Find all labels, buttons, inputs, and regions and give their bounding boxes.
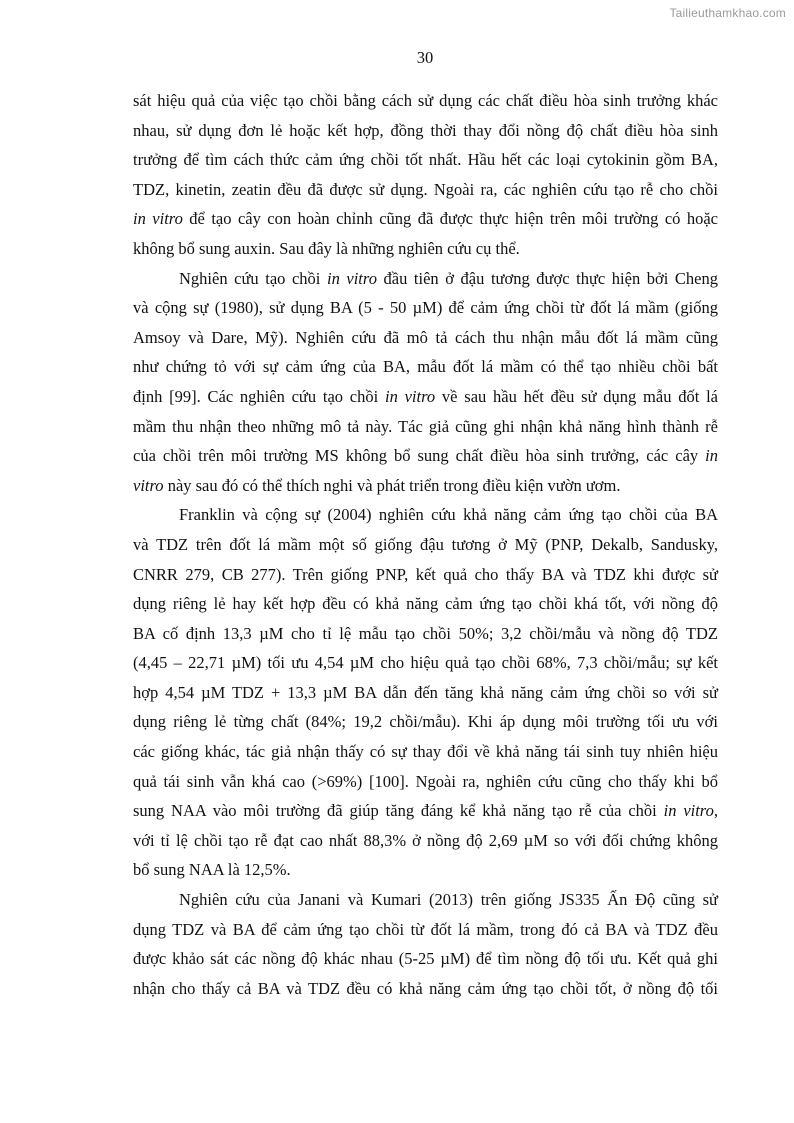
text-line [133, 323, 718, 353]
text-line [133, 86, 718, 116]
text-line [133, 678, 718, 708]
text-segment: đầu tiên ở đậu tương được thực hiện bởi Cheng [376, 268, 718, 288]
text-line [133, 204, 718, 234]
text-line [133, 471, 718, 501]
text-segment: sát hiệu quả của việc tạo chồi bằng cách sử dụng các chất điều hòa sinh trưởng khác [133, 91, 718, 110]
text-segment: bổ sung NAA là 12,5%. [133, 860, 291, 880]
text-line [133, 412, 718, 442]
page-number: 30 [416, 48, 434, 67]
text-line [133, 234, 718, 264]
text-line [133, 589, 718, 619]
text-segment: với tỉ lệ chồi tạo rễ đạt cao nhất 88,3% ở nồng độ 2,69 µM so với đối chứng không [133, 830, 718, 850]
text-segment: và cộng sự (1980), sử dụng BA (5 - 50 µM) để cảm ứng chồi từ đốt lá mầm (giống [133, 298, 718, 318]
paragraph [133, 885, 718, 1003]
text-segment: sung NAA vào môi trường đã giúp tăng đáng kể khả năng tạo rễ của chồi [133, 801, 664, 821]
text-line [133, 648, 718, 678]
italic-text: in vitro [133, 209, 183, 229]
italic-text: in [705, 446, 718, 466]
text-line [133, 707, 718, 737]
text-segment: và TDZ trên đốt lá mầm một số giống đậu tương ở Mỹ (PNP, Dekalb, Sandusky, [133, 534, 718, 554]
text-segment: để tạo cây con hoàn chỉnh cũng đã được thực hiện trên môi trường có hoặc [182, 209, 718, 229]
text-segment: Amsoy và Dare, Mỹ). Nghiên cứu đã mô tả cách thu nhận mẫu đốt lá mầm cũng [133, 327, 718, 347]
italic-text: in vitro [663, 801, 714, 821]
italic-text: in vitro [326, 268, 377, 288]
text-line [133, 855, 718, 885]
text-segment: định [99]. Các nghiên cứu tạo chồi [133, 386, 385, 406]
text-segment: hợp 4,54 µM TDZ + 13,3 µM BA dẫn đến tăng khả năng cảm ứng chồi so với sử [133, 682, 718, 702]
text-segment: nhận cho thấy cả BA và TDZ đều có khả năng cảm ứng tạo chồi tốt, ở nồng độ tối [133, 978, 718, 998]
text-segment: trưởng để tìm cách thức cảm ứng chồi tốt nhất. Hầu hết các loại cytokinin gồm BA, [133, 150, 718, 170]
text-segment: CNRR 279, CB 277). Trên giống PNP, kết quả cho thấy BA và TDZ khi được sử [133, 564, 718, 584]
text-segment: này sau đó có thể thích nghi và phát triển trong điều kiện vườn ươm. [163, 475, 621, 495]
text-segment: dụng riêng lẻ hay kết hợp đều có khả năng cảm ứng tạo chồi khá tốt, với nồng độ [133, 594, 718, 614]
text-line [133, 737, 718, 767]
text-line [133, 264, 718, 294]
document-body [133, 86, 718, 1003]
text-segment: BA cố định 13,3 µM cho tỉ lệ mẫu tạo chồi 50%; 3,2 chồi/mẫu và nồng độ TDZ [133, 623, 718, 643]
paragraph [133, 86, 718, 264]
text-line [133, 826, 718, 856]
text-segment: dụng TDZ và BA để cảm ứng tạo chồi từ đốt lá mầm, trong đó cả BA và TDZ đều [133, 919, 718, 939]
text-line [133, 382, 718, 412]
text-segment: Nghiên cứu tạo chồi [179, 268, 327, 288]
text-segment: dụng riêng lẻ từng chất (84%; 19,2 chồi/mẫu). Khi áp dụng môi trường tối ưu với [133, 712, 718, 732]
text-segment: TDZ, kinetin, zeatin đều đã được sử dụng. Ngoài ra, các nghiên cứu tạo rễ cho chồi [133, 179, 718, 199]
text-line [133, 352, 718, 382]
paragraph [133, 500, 718, 885]
text-segment: , [713, 801, 718, 821]
text-line [133, 293, 718, 323]
text-segment: quả tái sinh vẫn khá cao (>69%) [100]. Ngoài ra, nghiên cứu cũng cho thấy khi bổ [133, 771, 718, 791]
text-line [133, 767, 718, 797]
text-segment: các giống khác, tác giả nhận thấy có sự thay đổi về khả năng tái sinh tuy nhiên hiệu [133, 742, 718, 762]
text-segment: của chồi trên môi trường MS không bổ sung chất điều hòa sinh trưởng, các cây [133, 446, 706, 466]
text-line [133, 175, 718, 205]
text-line [133, 796, 718, 826]
italic-text: in vitro [385, 386, 436, 406]
watermark: Tailieuthamkhao.com [669, 6, 786, 20]
text-line [133, 915, 718, 945]
text-segment: về sau hầu hết đều sử dụng mẫu đốt lá [435, 386, 719, 406]
text-line [133, 944, 718, 974]
text-segment: không bổ sung auxin. Sau đây là những nghiên cứu cụ thể. [133, 238, 520, 258]
text-segment: như chứng tỏ với sự cảm ứng của BA, mẫu đốt lá mầm có thể tạo nhiều chồi bất [133, 357, 718, 377]
text-segment: Nghiên cứu của Janani và Kumari (2013) trên giống JS335 Ấn Độ cũng sử [179, 890, 718, 910]
text-line [133, 500, 718, 530]
text-line [133, 974, 718, 1004]
text-line [133, 530, 718, 560]
text-line [133, 619, 718, 649]
text-line [133, 116, 718, 146]
text-segment: (4,45 – 22,71 µM) tối ưu 4,54 µM cho hiệu quả tạo chồi 68%, 7,3 chồi/mẫu; sự kết [133, 653, 718, 673]
text-line [133, 560, 718, 590]
paragraph [133, 264, 718, 501]
italic-text: vitro [133, 475, 164, 495]
text-line [133, 885, 718, 915]
text-segment: nhau, sử dụng đơn lẻ hoặc kết hợp, đồng thời thay đổi nồng độ chất điều hòa sinh [133, 120, 718, 140]
text-segment: mầm thu nhận theo những mô tả này. Tác giả cũng ghi nhận khả năng hình thành rễ [133, 416, 718, 436]
text-segment: được khảo sát các nồng độ khác nhau (5-25 µM) để tìm nồng độ tối ưu. Kết quả ghi [133, 949, 718, 969]
text-line [133, 145, 718, 175]
text-line [133, 441, 718, 471]
text-segment: Franklin và cộng sự (2004) nghiên cứu khả năng cảm ứng tạo chồi của BA [179, 505, 718, 525]
